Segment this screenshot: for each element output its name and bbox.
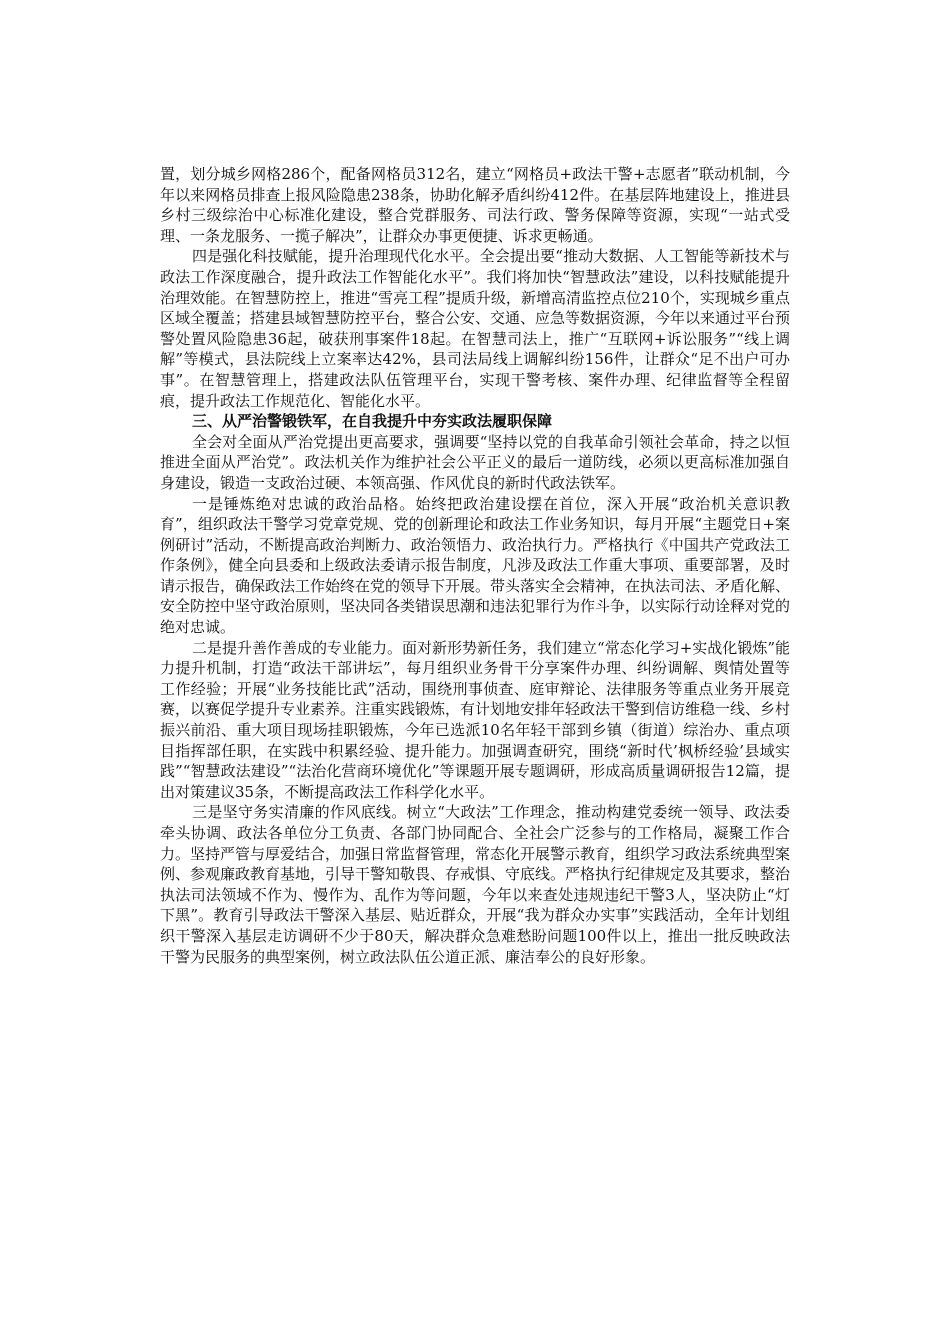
paragraph-tech-empowerment: 四是强化科技赋能，提升治理现代化水平。全会提出要“推动大数据、人工智能等新技术与政法工作深度融合，提升政法工作智能化水平”。我们将加快“智慧政法”建设，以科技赋能提升治理效能。在智慧防控上，推进“雪亮工程”提质升级，新增高清监控点位210个，实现城乡重点区域全覆盖；搭建县域智慧防控平台，整合公安、交通、应急等数据资源，今年以来通过平台预警处置风险隐患36起，破获刑事案件18起。在智慧司法上，推广“互联网+诉讼服务”“线上调解”等模式，县法院线上立案率达42%，县司法局线上调解纠纷156件，让群众“足不出户可办事”。在智慧管理上，搭建政法队伍管理平台，实现干警考核、案件办理、纪律监督等全程留痕，提升政法工作规范化、智能化水平。	[160, 247, 791, 410]
paragraph-section-intro: 全会对全面从严治党提出更高要求，强调要“坚持以党的自我革命引领社会革命，持之以恒推进全面从严治党”。政法机关作为维护社会公平正义的最后一道防线，必须以更高标准加强自身建设，锻造一支政治过硬、本领高强、作风优良的新时代政法铁军。	[160, 432, 790, 492]
document-body	[160, 164, 790, 967]
section-heading-3: 三、从严治警锻铁军，在自我提升中夯实政法履职保障	[192, 412, 553, 431]
paragraph-work-style: 三是坚守务实清廉的作风底线。树立“大政法”工作理念，推动构建党委统一领导、政法委牵头协调、政法各单位分工负责、各部门协同配合、全社会广泛参与的工作格局，凝聚工作合力。坚持严管与厚爱结合，加强日常监督管理，常态化开展警示教育，组织学习政法系统典型案例、参观廉政教育基地，引导干警知敬畏、存戒惧、守底线。严格执行纪律规定及其要求，整治执法司法领域不作为、慢作为、乱作为等问题，今年以来查处违规违纪干警3人，坚决防止“灯下黑”。教育引导政法干警深入基层、贴近群众，开展“我为群众办实事”实践活动，全年计划组织干警深入基层走访调研不少于80天，解决群众急难愁盼问题100件以上，推出一批反映政法干警为民服务的典型案例，树立政法队伍公道正派、廉洁奉公的良好形象。	[160, 803, 791, 966]
paragraph-political-loyalty: 一是锤炼绝对忠诚的政治品格。始终把政治建设摆在首位，深入开展“政治机关意识教育”，组织政法干警学习党章党规、党的创新理论和政法工作业务知识，每月开展“主题党日+案例研讨”活动，不断提高政治判断力、政治领悟力、政治执行力。严格执行《中国共产党政法工作条例》，健全向县委和上级政法委请示报告制度，凡涉及政法工作重大事项、重要部署，及时请示报告，确保政法工作始终在党的领导下开展。带头落实全会精神，在执法司法、矛盾化解、安全防控中坚守政治原则，坚决同各类错误思潮和违法犯罪行为作斗争，以实际行动诠释对党的绝对忠诚。	[160, 494, 791, 637]
paragraph-continued: 置，划分城乡网格286个，配备网格员312名，建立“网格员+政法干警+志愿者”联动机制，今年以来网格员排查上报风险隐患238条，协助化解矛盾纠纷412件。在基层阵地建设上，推进县乡村三级综治中心标准化建设，整合党群服务、司法行政、警务保障等资源，实现“一站式受理、一条龙服务、一揽子解决”，让群众办事更便捷、诉求更畅通。	[160, 165, 790, 245]
paragraph-professional-ability: 二是提升善作善成的专业能力。面对新形势新任务，我们建立“常态化学习+实战化锻炼”能力提升机制，打造“政法干部讲坛”，每月组织业务骨干分享案件办理、纠纷调解、舆情处置等工作经验；开展“业务技能比武”活动，围绕刑事侦查、庭审辩论、法律服务等重点业务开展竞赛，以赛促学提升专业素养。注重实践锻炼，有计划地安排年轻政法干警到信访维稳一线、乡村振兴前沿、重大项目现场挂职锻炼，今年已选派10名年轻干部到乡镇（街道）综治办、重点项目指挥部任职，在实践中积累经验、提升能力。加强调查研究，围绕“新时代’枫桥经验’县域实践”“智慧政法建设”“法治化营商环境优化”等课题开展专题调研，形成高质量调研报告12篇，提出对策建议35条，不断提高政法工作科学化水平。	[160, 638, 791, 801]
